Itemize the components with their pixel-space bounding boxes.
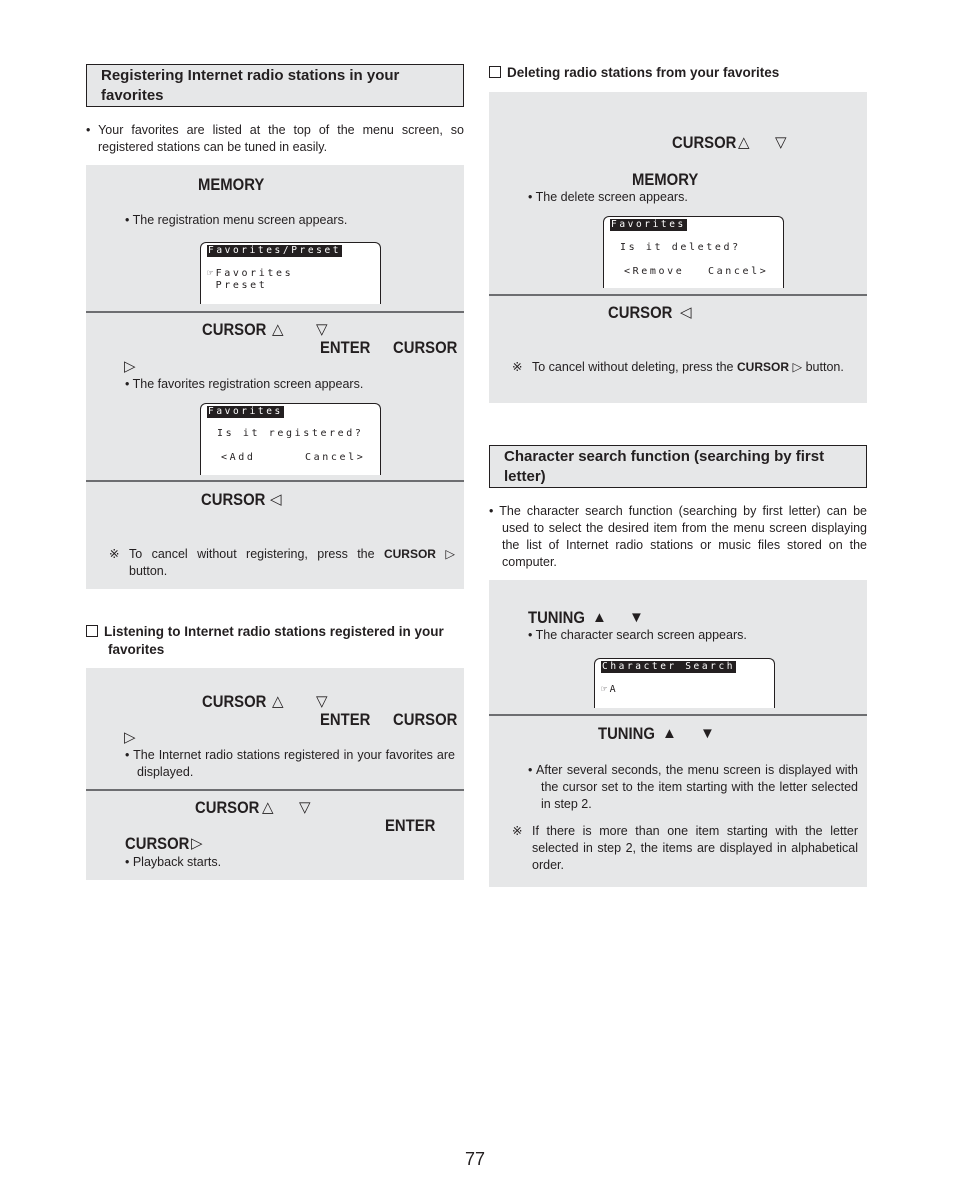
step-bullet: • The favorites registration screen appears. [125,377,364,391]
tuning-down-icon: ▼ [700,725,715,742]
cursor-right-icon: ▷ [445,547,455,561]
cursor-down-icon: ▽ [775,134,787,151]
cursor-right-icon: ▷ [191,835,203,852]
cursor-down-icon: ▽ [316,693,328,710]
subheading-text: Listening to Internet radio stations registered in your favorites [104,624,444,657]
tuning-down-icon: ▼ [629,609,644,626]
enter-button-label: ENTER [320,711,371,729]
memory-button-label: MEMORY [198,176,265,194]
cursor-down-icon: ▽ [299,799,311,816]
cursor-left-icon: ◁ [680,304,692,321]
lcd-line: <Add [221,452,256,463]
enter-button-label: ENTER [320,339,371,357]
cursor-right-icon: ▷ [124,358,136,375]
memory-button-label: MEMORY [632,171,699,189]
tuning-up-icon: ▲ [662,725,677,742]
step-bullet: • The registration menu screen appears. [125,213,348,227]
lcd-title: Favorites/Preset [208,245,342,256]
lcd-line: Is it deleted? [620,242,741,253]
cursor-button-label: CURSOR [393,711,458,729]
lcd-screen-character-search [594,658,775,708]
section-heading-registering: Registering Internet radio stations in your favorites [86,64,464,107]
step-bullet: • Playback starts. [125,855,222,869]
subheading-listening [86,623,464,659]
enter-button-label: ENTER [385,817,436,835]
subheading-text: Deleting radio stations from your favorites [507,65,780,80]
lcd-line: Is it registered? [217,428,364,439]
step-bullet: • The character search screen appears. [528,628,747,642]
step-bullet: • The Internet radio stations registered in your favorites are displayed. [125,748,455,779]
checkbox-square-icon [489,66,501,78]
cursor-button-label: CURSOR [672,134,737,152]
lcd-line: Cancel> [305,452,366,463]
cursor-left-icon: ◁ [270,491,282,508]
checkbox-square-icon [86,625,98,637]
note-mark-icon: ※ [512,360,523,374]
page-number: 77 [465,1149,486,1169]
cursor-right-icon: ▷ [124,729,136,746]
subheading-deleting [489,64,867,82]
step-bullet: • After several seconds, the menu screen is displayed with the cursor set to the item starting with the letter selected in step 2. [528,763,858,811]
note-end: button. [805,360,844,374]
lcd-screen-favorites-register [200,403,381,475]
cursor-down-icon: ▽ [316,321,328,338]
lcd-screen-favorites-preset [200,242,381,304]
cursor-button-label: CURSOR [202,693,267,711]
lcd-line: Preset [207,280,268,291]
tuning-button-label: TUNING [528,609,585,627]
intro-paragraph: • The character search function (searching by first letter) can be used to select the desired item from the menu screen displaying the list of Internet radio stations or music files stored on the computer. [489,504,867,569]
cursor-right-icon: ▷ [792,360,803,374]
lcd-title: Character Search [602,661,736,672]
cursor-button-label: CURSOR [393,339,458,357]
lcd-title: Favorites [208,406,283,417]
cursor-button-label: CURSOR [125,835,190,853]
tuning-up-icon: ▲ [592,609,607,626]
cursor-up-icon: △ [272,321,284,338]
cursor-button-label: CURSOR [202,321,267,339]
intro-paragraph: • Your favorites are listed at the top of the menu screen, so registered stations can be tuned in easily. [86,123,464,154]
cursor-button-label: CURSOR [608,304,673,322]
delete-panel-2 [489,296,867,403]
cancel-note [129,546,455,580]
lcd-line: Cancel> [708,266,769,277]
note-text: To cancel without registering, press the [129,547,375,561]
cursor-up-icon: △ [272,693,284,710]
cursor-button-label: CURSOR [201,491,266,509]
note-mark-icon: ※ [109,547,120,561]
cursor-button-label: CURSOR [195,799,260,817]
lcd-screen-favorites-delete [603,216,784,288]
lcd-title: Favorites [611,219,686,230]
note-end: button. [129,564,168,578]
note-key: CURSOR [737,360,790,374]
search-note: If there is more than one item starting with the letter selected in step 2, the items are displayed in alphabetical order. [532,824,858,872]
lcd-line: ☞Favorites [207,268,294,279]
section-heading-character-search: Character search function (searching by first letter) [489,445,867,488]
step-bullet: • The delete screen appears. [528,190,688,204]
note-text: To cancel without deleting, press the [532,360,734,374]
lcd-line: ☞A [601,684,619,695]
cancel-note [532,359,858,376]
lcd-line: <Remove [624,266,685,277]
tuning-button-label: TUNING [598,725,655,743]
cursor-up-icon: △ [262,799,274,816]
note-key: CURSOR [383,547,436,561]
cursor-up-icon: △ [738,134,750,151]
note-mark-icon: ※ [512,824,523,838]
